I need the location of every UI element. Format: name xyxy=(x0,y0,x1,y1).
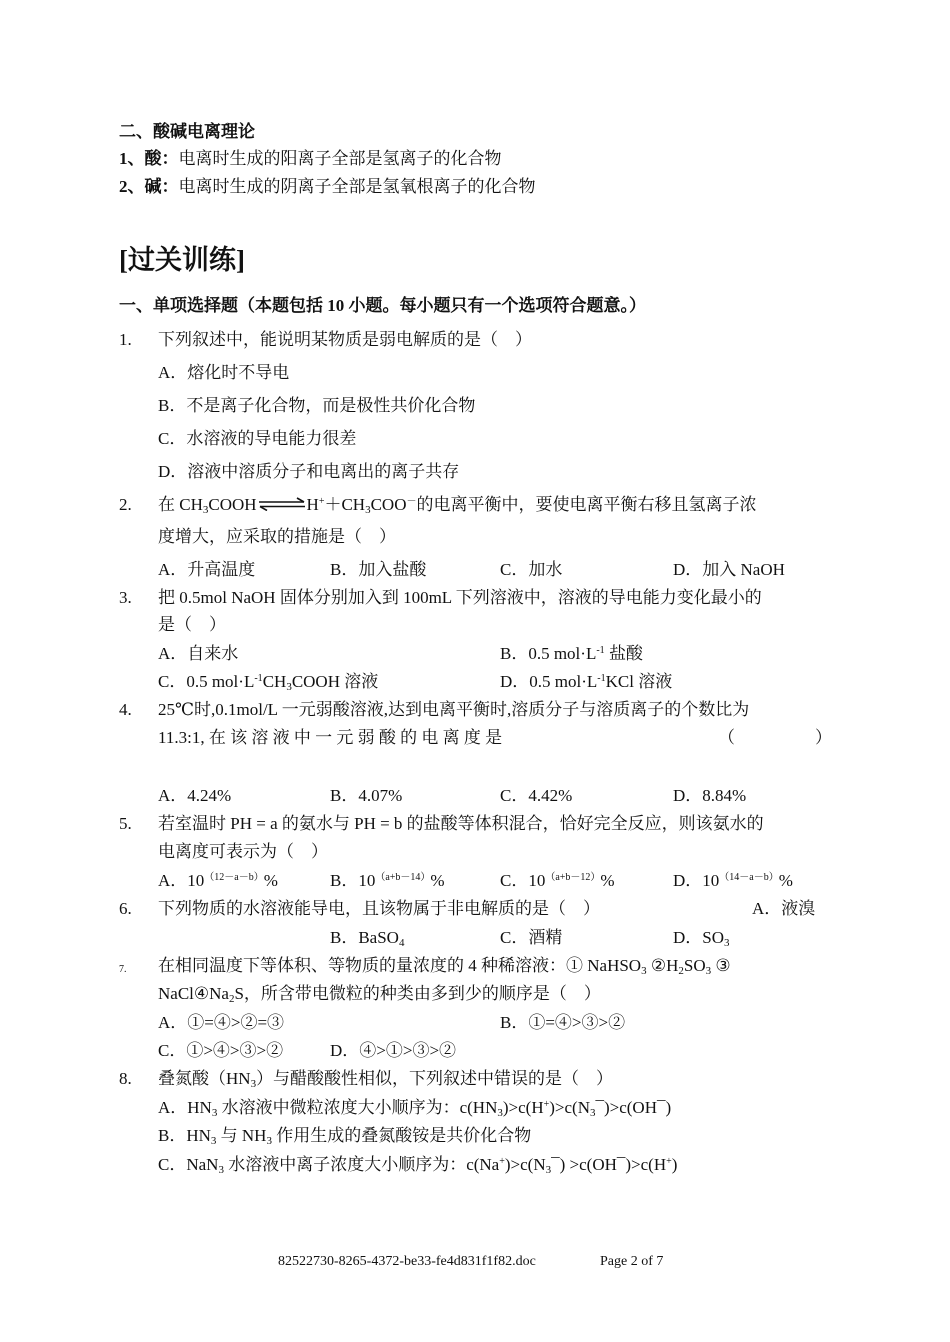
q7-stem2-a: NaCl④Na xyxy=(158,984,229,1003)
q5-option-d xyxy=(673,870,793,892)
q1-option-a: A．熔化时不导电 xyxy=(158,363,290,382)
q5-c-pct: % xyxy=(600,871,615,890)
q1-option-c: C．水溶液的导电能力很差 xyxy=(158,429,357,448)
q5-b-base: B．10 xyxy=(330,871,376,890)
equilibrium-arrow-icon xyxy=(257,497,307,511)
q6-d-sub: 3 xyxy=(724,937,730,949)
q3-d-pre: D．0.5 mol·L xyxy=(500,672,598,691)
q8-b-mid: 与 NH xyxy=(216,1126,267,1145)
q8-b-pre: B．HN xyxy=(158,1126,211,1145)
q8-c-sub2: 3 xyxy=(545,1164,552,1176)
q3-b-sup: -1 xyxy=(596,645,605,656)
q2-stem-cooh: COOH xyxy=(208,495,257,514)
q3-c-sub: 3 xyxy=(286,681,292,693)
q5-d-base: D．10 xyxy=(673,871,720,890)
q8-b-post: 作用生成的叠氮酸铵是共价化合物 xyxy=(271,1126,532,1145)
q1-option-d: D．溶液中溶质分子和电离出的离子共存 xyxy=(158,462,460,481)
q4-paren-close: ） xyxy=(815,728,832,747)
q3-d-post: KCl 溶液 xyxy=(605,672,673,691)
q7-option-c: C．①>④>③>② xyxy=(158,1041,284,1060)
q2-option-c: C．加水 xyxy=(500,560,563,579)
q7-stem xyxy=(158,955,731,977)
q3-d-sup: -1 xyxy=(597,673,606,684)
q8-option-a xyxy=(158,1097,671,1119)
q8-b-sub1: 3 xyxy=(210,1135,217,1147)
footer-docname: 82522730-8265-4372-be33-fe4d831f1f82.doc xyxy=(278,1254,536,1269)
q7-option-d: D．④>①>③>② xyxy=(330,1041,457,1060)
q8-c-pre: C．NaN xyxy=(158,1155,219,1174)
q2-stem-pre: 在 CH xyxy=(158,495,203,514)
q5-d-exp: （14－a－b） xyxy=(719,872,779,883)
q2-stem-h: H xyxy=(306,495,319,514)
q2-sup-plus: + xyxy=(318,496,325,507)
q3-c-mid: CH xyxy=(262,672,287,691)
q7-sub-c: 3 xyxy=(705,965,712,977)
q8-c-sub1: 3 xyxy=(218,1164,224,1176)
q7-number: 7. xyxy=(119,964,127,975)
q4-option-d: D．8.84% xyxy=(673,786,747,805)
q2-stem-line2: 度增大，应采取的措施是（ ） xyxy=(158,527,396,546)
q5-c-exp: （a+b－12） xyxy=(545,872,601,883)
q3-option-b xyxy=(500,643,643,665)
q6-option-a: A．液溴 xyxy=(752,899,816,918)
q2-stem-coo: COO xyxy=(370,495,407,514)
q8-stem xyxy=(158,1068,613,1090)
q5-option-c xyxy=(500,870,615,892)
q8-a-sub2: 3 xyxy=(497,1107,503,1119)
q7-stem-d: ③ xyxy=(711,956,731,975)
q4-stem: 25℃时,0.1mol/L 一元弱酸溶液,达到电离平衡时,溶质分子与溶质离子的个数比为 xyxy=(158,700,750,719)
q7-stem-b: ②H xyxy=(646,956,679,975)
q7-stem2-b: S，所含带电微粒的种类由多到少的顺序是（ ） xyxy=(234,984,601,1003)
q3-b-post: 盐酸 xyxy=(604,644,643,663)
q2-number: 2. xyxy=(119,495,132,514)
acid-text: 电离时生成的阳离子全部是氢离子的化合物 xyxy=(178,149,502,168)
q3-number: 3. xyxy=(119,588,132,607)
q3-option-a: A．自来水 xyxy=(158,644,239,663)
q8-c-mid3: ¯) >c(OH¯)>c(H xyxy=(551,1155,667,1174)
q6-b-pre: B．BaSO xyxy=(330,928,399,947)
q1-stem: 下列叙述中，能说明某物质是弱电解质的是（ ） xyxy=(158,330,532,349)
q5-a-exp: （12－a－b） xyxy=(204,872,264,883)
q3-option-d xyxy=(500,671,672,693)
q5-b-exp: （a+b－14） xyxy=(375,872,431,883)
q8-number: 8. xyxy=(119,1069,132,1088)
q5-stem-line2: 电离度可表示为（ ） xyxy=(158,842,328,861)
q8-c-mid: 水溶液中离子浓度大小顺序为：c(Na xyxy=(223,1155,500,1174)
q8-a-mid3: )>c(N xyxy=(549,1098,590,1117)
q2-sub-3a: 3 xyxy=(202,504,209,516)
q8-option-c xyxy=(158,1154,677,1176)
q7-sub-b: 2 xyxy=(678,965,684,977)
q3-stem: 把 0.5mol NaOH 固体分别加入到 100mL 下列溶液中，溶液的导电能力变化最小的 xyxy=(158,588,762,607)
q2-stem-post: 的电离平衡中，要使电离平衡右移且氢离子浓 xyxy=(416,495,757,514)
q5-c-base: C．10 xyxy=(500,871,546,890)
q1-number: 1. xyxy=(119,330,132,349)
training-title: [过关训练] xyxy=(119,245,245,275)
q8-a-sub3: 3 xyxy=(589,1107,596,1119)
q5-stem: 若室温时 PH = a 的氨水与 PH = b 的盐酸等体积混合，恰好完全反应，则该氨水的 xyxy=(158,814,764,833)
q8-c-mid2: )>c(N xyxy=(504,1155,546,1174)
q6-d-pre: D．SO xyxy=(673,928,725,947)
q8-stem-sub: 3 xyxy=(250,1078,257,1090)
q7-option-a: A．①=④>②=③ xyxy=(158,1013,285,1032)
footer-page-number: Page 2 of 7 xyxy=(600,1254,664,1269)
base-text: 电离时生成的阴离子全部是氢氧根离子的化合物 xyxy=(178,177,536,196)
q2-option-d: D．加入 NaOH xyxy=(673,560,785,579)
q6-number: 6. xyxy=(119,899,132,918)
q6-b-sub: 4 xyxy=(398,937,405,949)
q4-paren-open: （ xyxy=(718,728,735,747)
q8-stem-pre: 叠氮酸（HN xyxy=(158,1069,251,1088)
q4-stem-line2: 11.3:1, 在 该 溶 液 中 一 元 弱 酸 的 电 离 度 是 xyxy=(158,728,503,747)
acid-definition xyxy=(119,148,502,170)
q8-a-sub1: 3 xyxy=(211,1107,218,1119)
q4-number: 4. xyxy=(119,700,132,719)
q1-option-b: B．不是离子化合物，而是极性共价化合物 xyxy=(158,396,476,415)
q6-option-d xyxy=(673,927,730,949)
q7-stem-line2 xyxy=(158,983,601,1005)
q6-option-b xyxy=(330,927,404,949)
q7-stem-c: SO xyxy=(683,956,706,975)
q5-d-pct: % xyxy=(778,871,793,890)
q7-sub-a: 3 xyxy=(641,965,647,977)
q3-b-pre: B．0.5 mol·L xyxy=(500,644,597,663)
q8-a-pre: A．HN xyxy=(158,1098,212,1117)
part1-title: 一、单项选择题（本题包括 10 小题。每小题只有一个选项符合题意。） xyxy=(119,296,646,315)
section-heading: 二、酸碱电离理论 xyxy=(119,122,255,141)
q2-stem xyxy=(158,494,757,516)
q2-option-a: A．升高温度 xyxy=(158,560,256,579)
q5-number: 5. xyxy=(119,814,132,833)
q5-b-pct: % xyxy=(430,871,445,890)
base-definition xyxy=(119,176,536,198)
q3-c-pre: C．0.5 mol·L xyxy=(158,672,255,691)
q8-b-sub2: 3 xyxy=(266,1135,272,1147)
q6-option-c: C．酒精 xyxy=(500,928,563,947)
q5-a-pct: % xyxy=(263,871,278,890)
q3-c-sup: -1 xyxy=(254,673,263,684)
q8-c-sup2: + xyxy=(666,1156,672,1167)
q4-option-b: B．4.07% xyxy=(330,786,403,805)
q8-a-mid2: )>c(H xyxy=(502,1098,544,1117)
q5-option-a xyxy=(158,870,278,892)
q4-option-a: A．4.24% xyxy=(158,786,232,805)
q2-sup-minus: － xyxy=(406,496,417,507)
q8-a-mid4: ¯)>c(OH¯) xyxy=(595,1098,672,1117)
q7-option-b: B．①=④>③>② xyxy=(500,1013,626,1032)
q8-option-b xyxy=(158,1125,531,1147)
q6-stem: 下列物质的水溶液能导电，且该物属于非电解质的是（ ） xyxy=(158,899,600,918)
q2-stem-ch: ＋CH xyxy=(324,495,366,514)
q8-c-sup1: + xyxy=(499,1156,505,1167)
base-label: 2、碱： xyxy=(119,177,179,196)
q8-a-sup: + xyxy=(543,1099,550,1110)
q5-a-base: A．10 xyxy=(158,871,205,890)
q3-option-c xyxy=(158,671,378,693)
q8-c-post: ) xyxy=(671,1155,678,1174)
q7-stem-a: 在相同温度下等体积、等物质的量浓度的 4 种稀溶液：① NaHSO xyxy=(158,956,642,975)
q5-option-b xyxy=(330,870,445,892)
q3-stem-line2: 是（ ） xyxy=(158,615,226,634)
q2-sub-3b: 3 xyxy=(365,504,371,516)
acid-label: 1、酸： xyxy=(119,149,179,168)
q2-option-b: B．加入盐酸 xyxy=(330,560,427,579)
q3-c-post: COOH 溶液 xyxy=(291,672,379,691)
q8-a-mid: 水溶液中微粒浓度大小顺序为：c(HN xyxy=(217,1098,498,1117)
q4-option-c: C．4.42% xyxy=(500,786,573,805)
q8-stem-post: ）与醋酸酸性相似，下列叙述中错误的是（ ） xyxy=(256,1069,614,1088)
q7-sub-d: 2 xyxy=(228,993,235,1005)
